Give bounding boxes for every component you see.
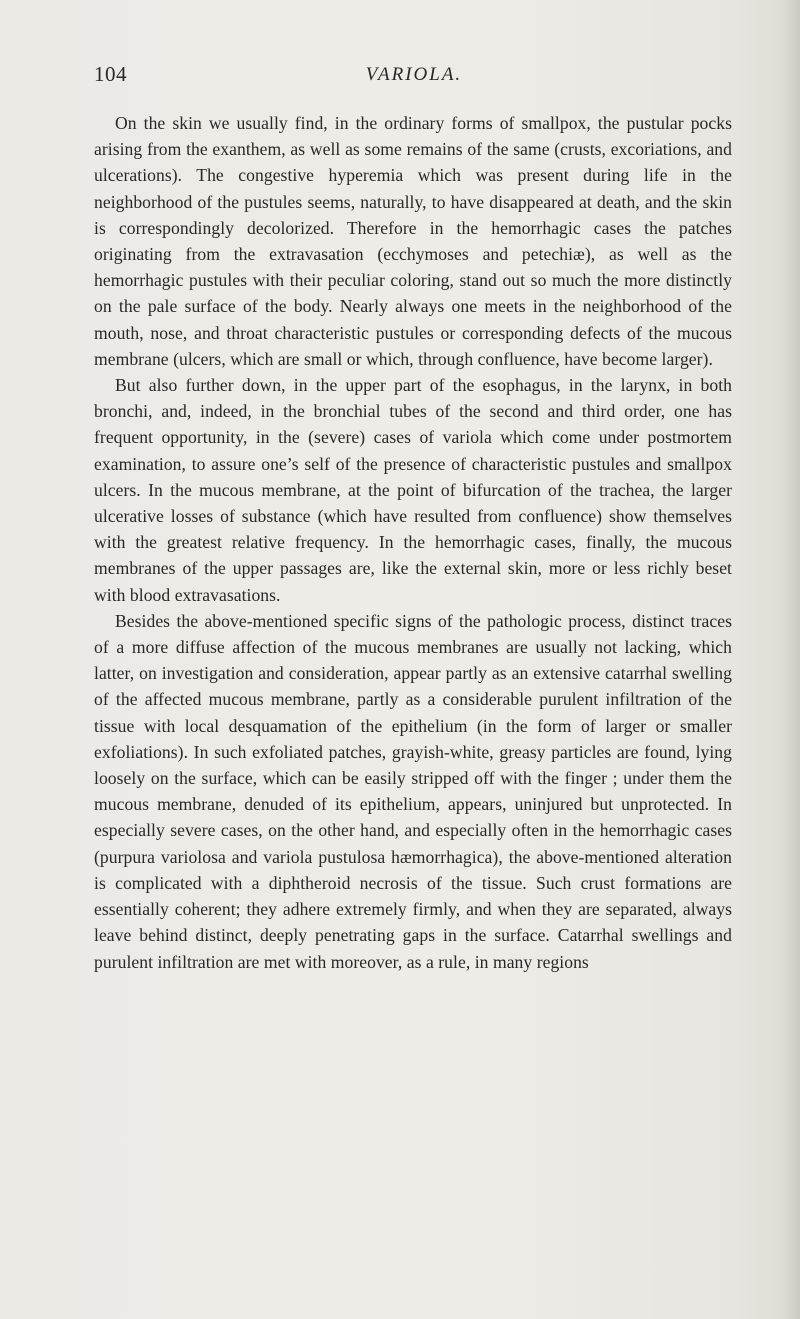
page-number: 104 xyxy=(94,62,127,86)
page-edge-shadow xyxy=(782,0,800,1319)
paragraph-2: But also further down, in the upper part of the esophagus, in the larynx, in both bronchi, and, indeed, in the bronchial tubes of the second and third order, one has frequent opportunity, in the (severe) cases of variola which come under postmortem examination, to assure one’s self of the presence of characteristic pustules and smallpox ulcers. In the mucous membrane, at the point of bifurcation of the trachea, the larger ulcerative losses of substance (which have resulted from confluence) show themselves with the greatest relative frequency. In the hemorrhagic cases, finally, the mucous membranes of the upper passages are, like the external skin, more or less richly beset with blood extravasations. xyxy=(94,375,732,605)
paragraph-3: Besides the above-mentioned specific signs of the pathologic process, distinct traces of a more diffuse affection of the mucous membranes are usually not lacking, which latter, on investigation and consideration, appear partly as an extensive catarrhal swelling of the affected mucous membrane, partly as a considerable purulent infiltration of the tissue with local desquamation of the epithelium (in the form of larger or smaller exfoliations). In such exfoliated patches, grayish-white, greasy particles are found, lying loosely on the surface, which can be easily stripped off with the finger ; under them the mucous membrane, denuded of its epithelium, appears, uninjured but unprotected. In especially severe cases, on the other hand, and especially often in the hemorrhagic cases (purpura variolosa and variola pustulosa hæmorrhagica), the above-mentioned alteration is complicated with a diphtheroid necrosis of the tissue. Such crust formations are essentially coherent; they adhere extremely firmly, and when they are separated, always leave behind distinct, deeply penetrating gaps in the surface. Catarrhal swellings and purulent infiltration are met with moreover, as a rule, in many regions xyxy=(94,610,732,972)
running-title: VARIOLA. xyxy=(365,64,463,85)
body-text xyxy=(94,110,732,975)
paragraph-1: On the skin we usually find, in the ordinary forms of smallpox, the pustular pocks arising from the exanthem, as well as some remains of the same (crusts, excoriations, and ulcerations). The congestive hyperemia which was present during life in the neighborhood of the pustules seems, naturally, to have disappeared at death, and the skin is correspondingly decolorized. Therefore in the hemorrhagic cases the patches originating from the extravasation (ecchymoses and petechiæ), as well as the hemorrhagic pustules with their peculiar coloring, stand out so much the more distinctly on the pale surface of the body. Nearly always one meets in the neighborhood of the mouth, nose, and throat characteristic pustules or corresponding defects of the mucous membrane (ulcers, which are small or which, through confluence, have become larger). xyxy=(94,113,732,369)
page-header xyxy=(94,62,734,92)
